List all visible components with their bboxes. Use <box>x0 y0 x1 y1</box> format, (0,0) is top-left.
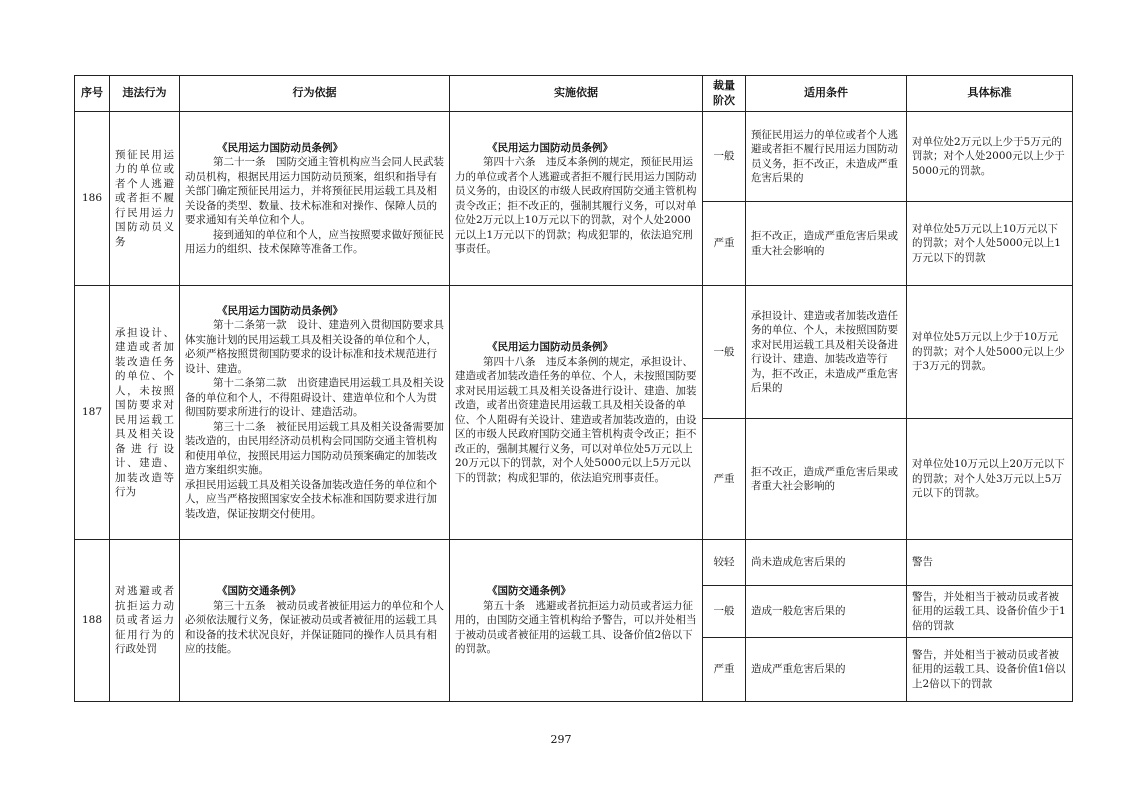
row-no: 188 <box>75 540 110 702</box>
row-no: 186 <box>75 112 110 286</box>
table-row <box>75 540 1073 586</box>
basis-paragraph: 第三十二条 被征民用运载工具及相关设备需要加装改造的，由民用经济动员机构会同国防交通主管机构和使用单位，按照民用运力国防动员预案确定的加装改造方案组织实施。 <box>185 420 444 477</box>
row-act: 预征民用运力的单位或者个人逃避或者拒不履行民用运力国防动员义务 <box>110 112 180 286</box>
impl-paragraph: 第五十条 逃避或者抗拒运力动员或者运力征用的，由国防交通主管机构给予警告，可以并处相当于被动员或者被征用的运载工具、设备价值2倍以下的罚款。 <box>455 599 697 656</box>
header-act: 违法行为 <box>110 76 180 112</box>
condition-text: 拒不改正，造成严重危害后果或者重大社会影响的 <box>746 419 907 540</box>
row-impl <box>450 112 703 286</box>
row-basis <box>180 112 450 286</box>
condition-text: 承担设计、建造或者加装改造任务的单位、个人，未按照国防要求对民用运载工具及相关设备进行设计、建造、加装改造等行为，拒不改正，未造成严重危害后果的 <box>746 286 907 419</box>
condition-text: 造成严重危害后果的 <box>746 638 907 702</box>
standard-text: 对单位处2万元以上少于5万元的罚款；对个人处2000元以上少于5000元的罚款。 <box>907 112 1073 202</box>
impl-law-title: 《民用运力国防动员条例》 <box>487 141 613 154</box>
level-label: 一般 <box>703 112 746 202</box>
header-cond: 适用条件 <box>746 76 907 112</box>
standard-text: 警告，并处相当于被动员或者被征用的运载工具、设备价值1倍以上2倍以下的罚款 <box>907 638 1073 702</box>
standard-text: 警告 <box>907 540 1073 586</box>
basis-law-title: 《国防交通条例》 <box>217 585 301 598</box>
header-level: 裁量阶次 <box>703 76 746 112</box>
impl-law-title: 《国防交通条例》 <box>487 585 571 598</box>
header-impl: 实施依据 <box>450 76 703 112</box>
level-label: 严重 <box>703 419 746 540</box>
table-row <box>75 112 1073 202</box>
penalty-table <box>74 75 1073 702</box>
page-number: 297 <box>550 733 572 746</box>
basis-paragraph: 第十二条第一款 设计、建造列入贯彻国防要求具体实施计划的民用运载工具及相关设备的单位和个人，必须严格按照贯彻国防要求的设计标准和技术规范进行设计、建造。 <box>185 319 444 375</box>
header-std: 具体标准 <box>907 76 1073 112</box>
row-impl <box>450 286 703 540</box>
level-label: 较轻 <box>703 540 746 586</box>
basis-paragraph: 第三十五条 被动员或者被征用运力的单位和个人必须依法履行义务，保证被动员或者被征用的运载工具和设备的技术状况良好，并保证随同的操作人员具有相应的技能。 <box>185 599 444 656</box>
basis-law-title: 《民用运力国防动员条例》 <box>217 141 343 154</box>
basis-law-title: 《民用运力国防动员条例》 <box>217 304 343 317</box>
row-basis <box>180 540 450 702</box>
table-row <box>75 286 1073 419</box>
basis-paragraph: 第十二条第二款 出资建造民用运载工具及相关设备的单位和个人，不得阻碍设计、建造单位和个人为贯彻国防要求所进行的设计、建造活动。 <box>185 377 444 419</box>
basis-paragraph: 承担民用运载工具及相关设备加装改造任务的单位和个人，应当严格按照国家安全技术标准和国防要求进行加装改造，保证按期交付使用。 <box>185 478 437 520</box>
row-act: 承担设计、建造或者加装改造任务的单位、个人，未按照国防要求对民用运载工具及相关设备进行设计、建造、加装改造等行为 <box>110 286 180 540</box>
header-basis: 行为依据 <box>180 76 450 112</box>
basis-paragraph: 第二十一条 国防交通主管机构应当会同人民武装动员机构，根据民用运力国防动员预案，组织和指导有关部门确定预征民用运力，并将预征民用运载工具及相关设备的类型、数量、技术标准和对操作、保障人员的要求通知有关单位和个人。 <box>185 156 444 226</box>
header-no: 序号 <box>75 76 110 112</box>
impl-law-title: 《民用运力国防动员条例》 <box>487 341 613 353</box>
condition-text: 尚未造成危害后果的 <box>746 540 907 586</box>
level-label: 一般 <box>703 286 746 419</box>
basis-paragraph: 接到通知的单位和个人，应当按照要求做好预征民用运力的组织、技术保障等准备工作。 <box>185 228 444 255</box>
row-basis <box>180 286 450 540</box>
level-label: 严重 <box>703 638 746 702</box>
row-act: 对逃避或者抗拒运力动员或者运力征用行为的行政处罚 <box>110 540 180 702</box>
standard-text: 警告，并处相当于被动员或者被征用的运载工具、设备价值少于1倍的罚款 <box>907 586 1073 638</box>
standard-text: 对单位处5万元以上少于10万元的罚款；对个人处5000元以上少于3万元的罚款。 <box>907 286 1073 419</box>
level-label: 严重 <box>703 202 746 286</box>
standard-text: 对单位处10万元以上20万元以下的罚款；对个人处3万元以上5万元以下的罚款。 <box>907 419 1073 540</box>
impl-paragraph: 第四十六条 违反本条例的规定，预征民用运力的单位或者个人逃避或者拒不履行民用运力国防动员义务的，由设区的市级人民政府国防交通主管机构责令改正；拒不改正的，强制其履行义务，可以对单位处2万元以上10万元以下的罚款，对个人处2000元以上1万元以下的罚款；构成犯罪的，依法追究刑事责任。 <box>455 156 697 255</box>
header-row <box>75 76 1073 112</box>
row-impl <box>450 540 703 702</box>
condition-text: 拒不改正，造成严重危害后果或重大社会影响的 <box>746 202 907 286</box>
impl-paragraph: 第四十八条 违反本条例的规定，承担设计、建造或者加装改造任务的单位、个人，未按照国防要求对民用运载工具及相关设备进行设计、建造、加装改造，或者出资建造民用运载工具及相关设备的单位、个人阻碍有关设计、建造或者加装改造的，由设区的市级人民政府国防交通主管机构责令改正；拒不改正的，强制其履行义务，可以对单位处5万元以上20万元以下的罚款，对个人处5000元以上5万元以下的罚款；构成犯罪的，依法追究刑事责任。 <box>455 355 697 484</box>
condition-text: 预征民用运力的单位或者个人逃避或者拒不履行民用运力国防动员义务，拒不改正，未造成严重危害后果的 <box>746 112 907 202</box>
row-no: 187 <box>75 286 110 540</box>
standard-text: 对单位处5万元以上10万元以下的罚款；对个人处5000元以上1万元以下的罚款 <box>907 202 1073 286</box>
level-label: 一般 <box>703 586 746 638</box>
condition-text: 造成一般危害后果的 <box>746 586 907 638</box>
